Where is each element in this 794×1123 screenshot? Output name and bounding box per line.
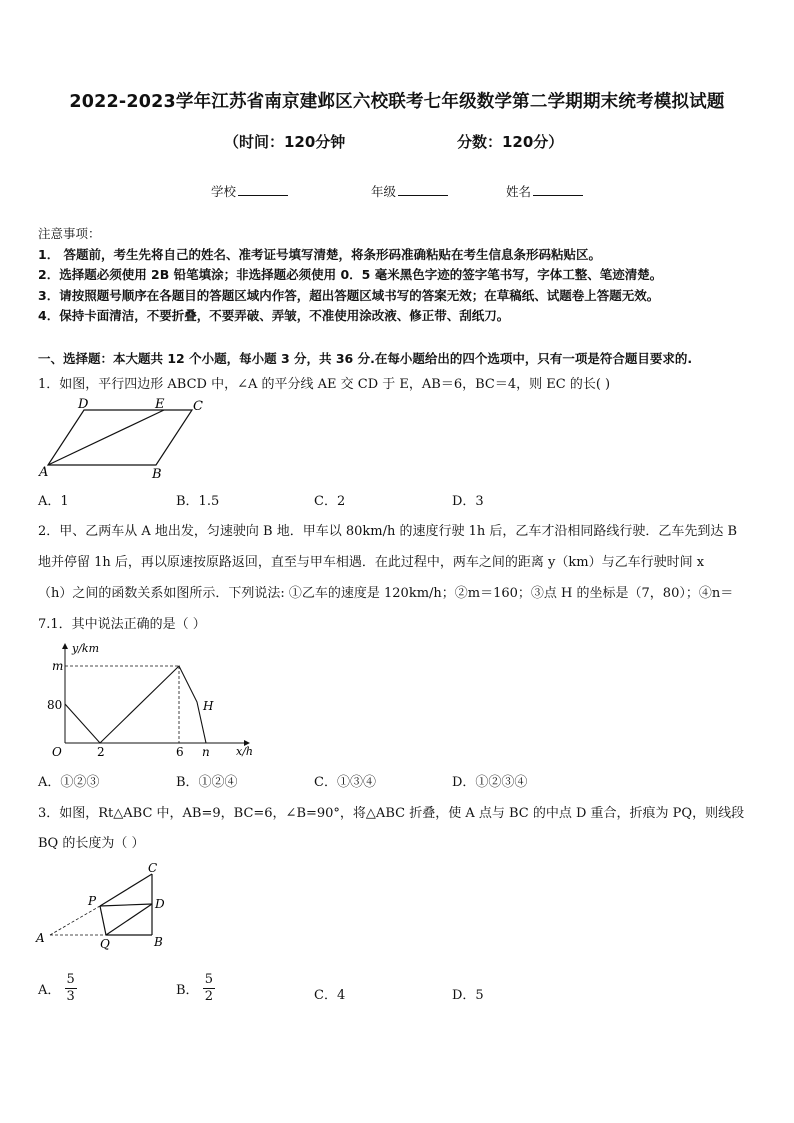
question-1-text: 1．如图，平行四边形 ABCD 中，∠A 的平分线 AE 交 CD 于 E，AB＝6，BC＝4，则 EC 的长( ) xyxy=(38,377,611,392)
fraction-denominator: 2 xyxy=(204,989,213,1004)
q3-option-d[interactable]: D．5 xyxy=(452,988,484,1003)
q1-option-c[interactable]: C．2 xyxy=(314,494,346,509)
q2-option-c[interactable]: C．①③④ xyxy=(314,775,376,790)
section-heading: 一、选择题：本大题共 12 个小题，每小题 3 分，共 36 分.在每小题给出的四个选项中，只有一项是符合题目要求的. xyxy=(38,351,693,366)
question-3-line-1: 3．如图，Rt△ABC 中，AB=9，BC=6，∠B=90°，将△ABC 折叠，使 A 点与 BC 的中点 D 重合，折痕为 PQ，则线段 xyxy=(38,806,745,821)
label-c: C xyxy=(148,861,158,875)
fold-pq xyxy=(100,906,106,935)
distance-time-graph xyxy=(38,636,258,758)
notice-item-3: 3．请按照题号顺序在各题目的答题区域内作答，超出答题区域书写的答案无效；在草稿纸、试题卷上答题无效。 xyxy=(38,288,660,303)
question-2-line-2: 地并停留 1h 后，再以原速按原路返回，直至与甲车相遇．在此过程中，两车之间的距离 y（km）与乙车行驶时间 x xyxy=(38,555,705,570)
fraction-denominator: 3 xyxy=(66,989,75,1004)
name-label: 姓名 xyxy=(506,184,532,199)
grade-blank[interactable] xyxy=(398,185,448,196)
segment-qd xyxy=(106,904,152,935)
question-2-line-3: （h）之间的函数关系如图所示．下列说法: ①乙车的速度是 120km/h；②m＝160；③点 H 的坐标是（7，80）；④n＝ xyxy=(38,586,734,601)
label-q: Q xyxy=(100,937,110,950)
y80-label: 80 xyxy=(47,698,63,712)
x-axis-label: x/h xyxy=(236,745,253,758)
triangle-fold-figure xyxy=(34,858,174,950)
label-e: E xyxy=(155,397,165,412)
notice-heading: 注意事项： xyxy=(38,226,101,241)
segment-ap-dashed xyxy=(50,906,100,935)
q3-option-a-prefix: A． xyxy=(38,983,61,998)
label-a: A xyxy=(36,931,45,945)
label-c: C xyxy=(193,399,203,414)
label-b: B xyxy=(152,467,162,482)
grade-field xyxy=(371,182,448,200)
label-d: D xyxy=(78,397,89,412)
segment-pd xyxy=(100,904,152,906)
grade-label: 年级 xyxy=(371,184,397,199)
h-label: H xyxy=(203,699,214,713)
distance-polyline xyxy=(65,666,206,743)
label-b: B xyxy=(154,935,163,949)
school-blank[interactable] xyxy=(238,185,288,196)
q3-option-c[interactable]: C．4 xyxy=(314,988,346,1003)
school-field xyxy=(211,182,288,200)
q1-option-d[interactable]: D．3 xyxy=(452,494,484,509)
q1-option-a[interactable]: A．1 xyxy=(38,494,69,509)
exam-score: 分数：120分） xyxy=(457,133,564,151)
q3-option-b[interactable] xyxy=(176,972,215,1005)
name-field xyxy=(506,182,583,200)
label-d: D xyxy=(155,897,165,911)
name-blank[interactable] xyxy=(533,185,583,196)
notice-item-1: 1． 答题前，考生先将自己的姓名、准考证号填写清楚，将条形码准确粘贴在考生信息条形码粘贴区。 xyxy=(38,247,602,262)
q3-option-a[interactable] xyxy=(38,972,77,1005)
fraction-numerator: 5 xyxy=(66,972,75,987)
question-2-line-1: 2．甲、乙两车从 A 地出发，匀速驶向 B 地．甲车以 80km/h 的速度行驶 1h 后，乙车才沿相同路线行驶．乙车先到达 B xyxy=(38,524,738,539)
q3-option-b-fraction xyxy=(203,972,215,1005)
origin-label: O xyxy=(52,745,62,758)
parallelogram-figure xyxy=(34,396,209,482)
segment-cp xyxy=(100,874,152,906)
notice-item-4: 4．保持卡面清洁，不要折叠，不要弄破、弄皱，不准使用涂改液、修正带、刮纸刀。 xyxy=(38,308,510,323)
n-label: n xyxy=(202,745,210,758)
y-axis-label: y/km xyxy=(72,642,100,655)
fraction-numerator: 5 xyxy=(204,972,213,987)
q3-option-a-fraction xyxy=(65,972,77,1005)
q2-option-d[interactable]: D．①②③④ xyxy=(452,775,528,790)
question-3-line-2: BQ 的长度为（ ） xyxy=(38,836,145,851)
m-label: m xyxy=(52,659,64,673)
page-title: 2022-2023学年江苏省南京建邺区六校联考七年级数学第二学期期末统考模拟试题 xyxy=(69,92,725,112)
parallelogram-abcd xyxy=(48,410,192,465)
q3-option-b-prefix: B． xyxy=(176,983,199,998)
notice-item-2: 2．选择题必须使用 2B 铅笔填涂；非选择题必须使用 0．5 毫米黑色字迹的签字笔书写，字体工整、笔迹清楚。 xyxy=(38,267,663,282)
q1-option-b[interactable]: B．1.5 xyxy=(176,494,220,509)
exam-time: （时间：120分钟 xyxy=(224,133,346,151)
question-2-line-4: 7.1．其中说法正确的是（ ） xyxy=(38,617,206,632)
x2-label: 2 xyxy=(97,745,105,758)
school-label: 学校 xyxy=(211,184,237,199)
x6-label: 6 xyxy=(176,745,184,758)
q2-option-b[interactable]: B．①②④ xyxy=(176,775,238,790)
q2-option-a[interactable]: A．①②③ xyxy=(38,775,100,790)
label-p: P xyxy=(88,894,97,908)
label-a: A xyxy=(39,465,49,480)
